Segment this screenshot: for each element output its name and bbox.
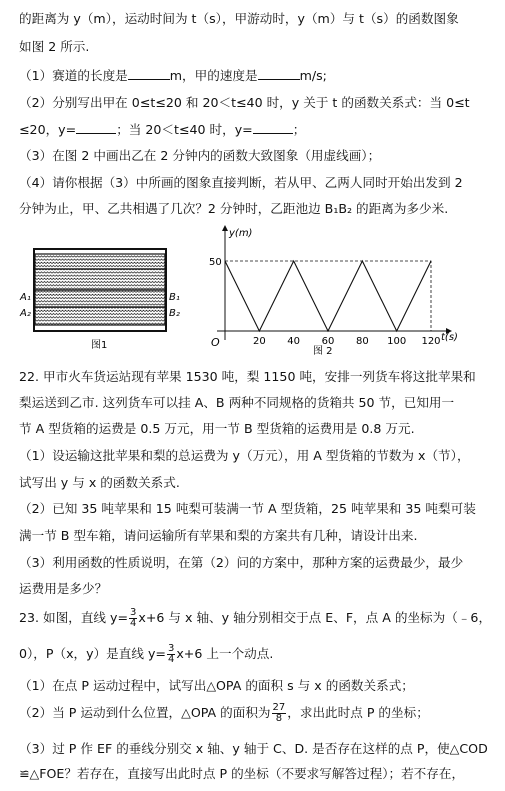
area-fraction xyxy=(272,703,287,724)
text-line: 运费用是多少？ xyxy=(19,581,108,596)
text-line: 如图 2 所示. xyxy=(19,39,90,54)
slope-fraction xyxy=(167,644,175,665)
question-text: （1）赛道的长度是 xyxy=(19,68,128,83)
text-line: （3）过 P 作 EF 的垂线分别交 x 轴、y 轴于 C、D. 是否存在这样的点 P，使△COD xyxy=(19,741,488,756)
text-line: （4）请你根据（3）中所画的图象直接判断，若从甲、乙两人同时开始出发到 2 xyxy=(19,175,463,190)
text-line: 试写出 y 与 x 的函数关系式. xyxy=(19,475,180,490)
answer-blank[interactable] xyxy=(258,66,300,80)
question-text: ； xyxy=(292,122,306,137)
question-1 xyxy=(19,66,497,86)
question-text: ，求出此时点 P 的坐标； xyxy=(287,705,429,720)
label-b2: B₂ xyxy=(169,308,180,319)
x-tick-label: 80 xyxy=(355,336,369,347)
text-line: 满一节 B 型车箱，请问运输所有苹果和梨的方案共有几种，请设计出来. xyxy=(19,528,418,543)
text-line: （1）设运输这批苹果和梨的总运费为 y（万元），用 A 型货箱的节数为 x（节）， xyxy=(19,448,470,463)
x-tick-label: 100 xyxy=(387,336,407,347)
question-2-answers xyxy=(19,120,497,140)
answer-blank[interactable] xyxy=(253,120,293,134)
x-tick-label: 40 xyxy=(287,336,301,347)
problem-23-line-2 xyxy=(19,644,497,670)
text-line: （3）利用函数的性质说明，在第（2）问的方案中，那种方案的运费最少，最少 xyxy=(19,555,464,570)
label-b1: B₁ xyxy=(169,292,180,303)
y-axis-label: y(m) xyxy=(229,228,253,239)
fraction-numerator: 27 xyxy=(272,702,286,713)
figures-area xyxy=(19,220,489,360)
question-text: （2）当 P 运动到什么位置，△OPA 的面积为 xyxy=(19,705,271,720)
label-a1: A₁ xyxy=(20,292,31,303)
question-text: 23. 如图，直线 y= xyxy=(19,610,129,625)
slope-fraction xyxy=(129,608,137,629)
pool-lane xyxy=(35,290,165,307)
question-text: ≤20，y= xyxy=(19,122,77,137)
text-line: （2）分别写出甲在 0≤t≤20 和 20＜t≤40 时，y 关于 t 的函数关系式：当 0≤t xyxy=(19,95,470,110)
swimmer-a-graph xyxy=(225,261,431,331)
figure-2-caption: 图 2 xyxy=(313,346,333,357)
fraction-numerator: 3 xyxy=(130,607,137,618)
question-text: ；当 20＜t≤40 时，y= xyxy=(116,122,253,137)
text-line: （1）在点 P 运动过程中，试写出△OPA 的面积 s 与 x 的函数关系式； xyxy=(19,678,414,693)
pool-lane xyxy=(35,307,165,325)
figure-1-pool xyxy=(19,220,194,360)
figure-2-graph xyxy=(203,220,489,360)
pool-lane xyxy=(35,269,165,290)
fraction-numerator: 3 xyxy=(167,643,175,654)
graph-reference-line xyxy=(225,261,431,331)
label-a2: A₂ xyxy=(20,308,31,319)
fraction-denominator: 4 xyxy=(130,618,137,629)
text-line: （2）已知 35 吨苹果和 15 吨梨可装满一节 A 型货箱，25 吨苹果和 35 吨梨可装 xyxy=(19,501,476,516)
x-axis-label: t(s) xyxy=(441,332,458,343)
question-text: m，甲的速度是 xyxy=(169,68,258,83)
question-text: x+6 上一个动点. xyxy=(176,646,274,661)
text-line: 分钟为止，甲、乙共相遇了几次？2 分钟时，乙距池边 B₁B₂ 的距离为多少米. xyxy=(19,201,449,216)
question-text: x+6 与 x 轴、y 轴分别相交于点 E、F，点 A 的坐标为（﹣6， xyxy=(138,610,492,625)
text-line: 22. 甲市火车货运站现有苹果 1530 吨，梨 1150 吨，安排一列货车将这批苹果和 xyxy=(19,369,476,384)
figure-1-caption: 图1 xyxy=(91,340,108,351)
origin-label: O xyxy=(211,336,220,349)
question-text: m/s; xyxy=(299,68,327,83)
fraction-denominator: 4 xyxy=(167,654,175,665)
text-line: ≌△FOE？若存在，直接写出此时点 P 的坐标（不要求写解答过程）；若不存在， xyxy=(19,766,465,781)
text-line: 梨运送到乙市. 这列货车可以挂 A、B 两种不同规格的货箱共 50 节，已知用一 xyxy=(19,395,455,410)
y-tick-label: 50 xyxy=(209,257,222,268)
text-line: 节 A 型货箱的运费是 0.5 万元，用一节 B 型货箱的运费用是 0.8 万元. xyxy=(19,421,415,436)
x-tick-label: 120 xyxy=(421,336,441,347)
answer-blank[interactable] xyxy=(128,66,170,80)
x-tick-label: 20 xyxy=(252,336,266,347)
pool-lane xyxy=(35,254,165,269)
question-text: 0），P（x，y）是直线 y= xyxy=(19,646,166,661)
answer-blank[interactable] xyxy=(76,120,116,134)
problem-23-line-1 xyxy=(19,608,497,634)
fraction-denominator: 8 xyxy=(275,713,283,724)
x-tick-label: 60 xyxy=(321,336,335,347)
text-line: （3）在图 2 中画出乙在 2 分钟内的函数大致图象（用虚线画）； xyxy=(19,148,381,163)
text-line: 的距离为 y（m），运动时间为 t（s），甲游动时，y（m）与 t（s）的函数图象 xyxy=(19,11,459,26)
problem-23-line-4 xyxy=(19,703,497,729)
